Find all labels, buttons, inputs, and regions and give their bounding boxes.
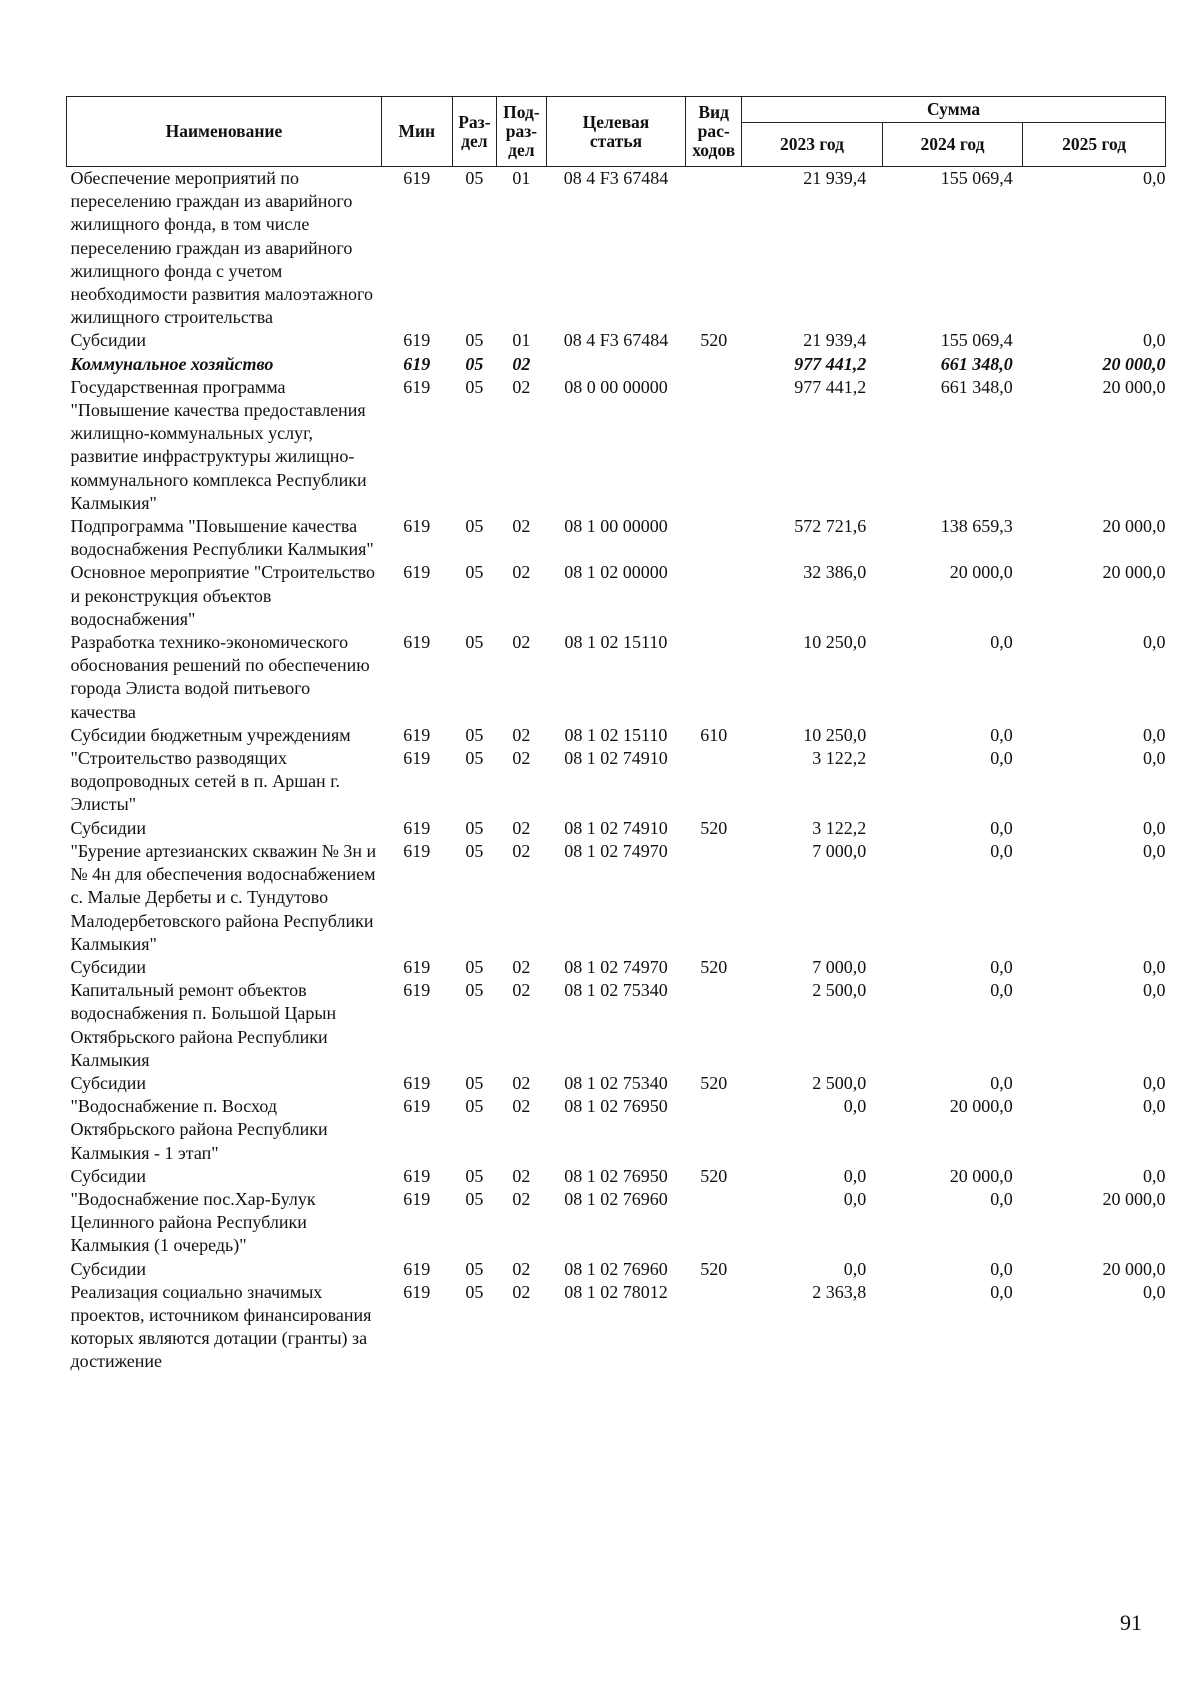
cell-article (546, 353, 685, 376)
cell-article: 08 1 02 74970 (564, 840, 668, 861)
cell-y2025: 0,0 (1143, 1165, 1166, 1186)
cell-article: 08 1 02 76960 (564, 1258, 668, 1279)
table-row (67, 724, 1166, 747)
header-name: Наименование (67, 97, 382, 167)
table-row (67, 1188, 1166, 1258)
cell-y2025: 0,0 (1143, 980, 1166, 1001)
cell-y2024: 155 069,4 (940, 330, 1013, 351)
cell-podrazdel: 02 (512, 840, 531, 861)
cell-y2025: 0,0 (1143, 168, 1166, 188)
cell-y2023: 2 500,0 (812, 1072, 867, 1093)
cell-y2023: 2 363,8 (812, 1281, 867, 1302)
cell-name: Обеспечение мероприятий по переселению граждан из аварийного жилищного фонда, в том числе переселению граждан из аварийного жилищного фонда с учетом необходимости развития малоэтажного жилищного строительства (70, 168, 373, 328)
cell-article: 08 1 02 74910 (564, 817, 668, 838)
table-row (67, 956, 1166, 979)
cell-vid (686, 515, 742, 561)
cell-vid (686, 631, 742, 724)
cell-article: 08 1 02 15110 (564, 632, 668, 653)
cell-vid (686, 376, 742, 515)
cell-name: Коммунальное хозяйство (70, 353, 274, 374)
cell-razdel: 05 (465, 724, 484, 745)
cell-min: 619 (403, 840, 431, 861)
cell-podrazdel: 02 (512, 956, 531, 977)
table-row (67, 376, 1166, 515)
cell-vid: 520 (700, 956, 728, 977)
cell-y2025: 0,0 (1143, 817, 1166, 838)
cell-y2024: 155 069,4 (940, 168, 1013, 188)
header-min: Мин (381, 97, 452, 167)
cell-name: Субсидии (70, 817, 147, 838)
cell-article: 08 1 02 75340 (564, 980, 668, 1001)
cell-y2023: 0,0 (843, 1188, 867, 1209)
header-2024: 2024 год (882, 123, 1023, 167)
cell-article: 08 1 00 00000 (564, 516, 668, 537)
table-row (67, 1072, 1166, 1095)
table-row (67, 167, 1166, 330)
cell-vid: 520 (700, 1165, 728, 1186)
cell-vid (686, 1095, 742, 1165)
header-article: Целевая статья (546, 97, 685, 167)
cell-podrazdel: 02 (512, 353, 531, 374)
cell-podrazdel: 02 (512, 1281, 531, 1302)
cell-article: 08 1 02 75340 (564, 1072, 668, 1093)
cell-y2023: 0,0 (843, 1165, 867, 1186)
cell-name: Субсидии (70, 1165, 147, 1186)
cell-y2025: 0,0 (1143, 840, 1166, 861)
header-sum: Сумма (742, 97, 1166, 123)
cell-name: Капитальный ремонт объектов водоснабжения п. Большой Царын Октябрьского района Республики Калмыкия (70, 980, 337, 1070)
cell-y2024: 0,0 (990, 748, 1013, 769)
cell-y2024: 0,0 (990, 956, 1013, 977)
cell-name: Субсидии (70, 1258, 147, 1279)
cell-y2024: 0,0 (990, 980, 1013, 1001)
cell-podrazdel: 02 (512, 562, 531, 583)
cell-name: Субсидии бюджетным учреждениям (70, 724, 351, 745)
cell-y2024: 0,0 (990, 632, 1013, 653)
cell-name: Государственная программа "Повышение качества предоставления жилищно-коммунальных услуг, развитие инфраструктуры жилищно-коммунального комплекса Республики Калмыкия" (70, 376, 367, 513)
cell-article: 08 4 F3 67484 (563, 168, 669, 188)
cell-name: "Строительство разводящих водопроводных сетей в п. Аршан г. Элисты" (70, 748, 341, 815)
cell-y2025: 0,0 (1143, 1281, 1166, 1302)
cell-y2024: 0,0 (990, 1258, 1013, 1279)
cell-y2023: 32 386,0 (803, 562, 867, 583)
cell-article: 08 1 02 74970 (564, 956, 668, 977)
cell-min: 619 (403, 1258, 431, 1279)
cell-y2025: 20 000,0 (1102, 516, 1166, 537)
cell-y2025: 0,0 (1143, 632, 1166, 653)
cell-razdel: 05 (465, 376, 484, 397)
cell-podrazdel: 02 (512, 1188, 531, 1209)
cell-name: "Водоснабжение пос.Хар-Булук Целинного района Республики Калмыкия (1 очередь)" (70, 1188, 316, 1256)
cell-razdel: 05 (465, 516, 484, 537)
cell-name: Разработка технико-экономического обоснования решений по обеспечению города Элиста водой питьевого качества (70, 632, 370, 722)
cell-y2023: 977 441,2 (794, 376, 867, 397)
cell-y2025: 20 000,0 (1102, 1188, 1166, 1209)
header-2023: 2023 год (742, 123, 883, 167)
cell-y2025: 0,0 (1143, 748, 1166, 769)
cell-y2024: 20 000,0 (949, 1096, 1013, 1117)
cell-razdel: 05 (465, 562, 484, 583)
cell-razdel: 05 (465, 1072, 484, 1093)
cell-y2025: 20 000,0 (1102, 353, 1166, 374)
cell-y2023: 10 250,0 (803, 724, 867, 745)
cell-razdel: 05 (465, 1258, 484, 1279)
cell-y2024: 0,0 (990, 817, 1013, 838)
table-row (67, 353, 1166, 376)
cell-y2025: 20 000,0 (1102, 562, 1166, 583)
cell-vid (686, 353, 742, 376)
header-vid: Вид рас- ходов (686, 97, 742, 167)
cell-y2024: 138 659,3 (940, 516, 1013, 537)
cell-razdel: 05 (465, 1096, 484, 1117)
cell-razdel: 05 (465, 748, 484, 769)
cell-min: 619 (403, 1281, 431, 1302)
cell-y2023: 572 721,6 (794, 516, 867, 537)
cell-min: 619 (403, 632, 431, 653)
cell-podrazdel: 02 (512, 817, 531, 838)
cell-vid (686, 1281, 742, 1374)
cell-vid (686, 979, 742, 1072)
cell-min: 619 (403, 980, 431, 1001)
cell-min: 619 (403, 330, 431, 351)
cell-name: Субсидии (70, 1072, 147, 1093)
cell-y2023: 7 000,0 (812, 840, 867, 861)
cell-razdel: 05 (465, 632, 484, 653)
cell-y2023: 21 939,4 (803, 330, 867, 351)
cell-y2023: 10 250,0 (803, 632, 867, 653)
cell-podrazdel: 02 (512, 376, 531, 397)
cell-article: 08 1 02 76950 (564, 1096, 668, 1117)
cell-name: Субсидии (70, 330, 147, 351)
table-row (67, 1258, 1166, 1281)
cell-razdel: 05 (465, 956, 484, 977)
table-row (67, 840, 1166, 956)
cell-y2023: 977 441,2 (794, 353, 867, 374)
cell-razdel: 05 (465, 168, 484, 188)
cell-article: 08 4 F3 67484 (563, 330, 669, 351)
cell-vid: 520 (700, 1072, 728, 1093)
cell-razdel: 05 (465, 840, 484, 861)
cell-vid (686, 840, 742, 956)
cell-article: 08 1 02 00000 (564, 562, 668, 583)
cell-y2024: 20 000,0 (949, 562, 1013, 583)
header-podrazdel: Под- раз- дел (497, 97, 547, 167)
cell-razdel: 05 (465, 1281, 484, 1302)
cell-y2024: 0,0 (990, 1072, 1013, 1093)
cell-y2024: 0,0 (990, 1281, 1013, 1302)
cell-article: 08 1 02 76950 (564, 1165, 668, 1186)
table-row (67, 747, 1166, 817)
cell-podrazdel: 02 (512, 632, 531, 653)
cell-article: 08 1 02 74910 (564, 748, 668, 769)
cell-min: 619 (403, 562, 431, 583)
cell-min: 619 (403, 516, 431, 537)
cell-y2024: 661 348,0 (940, 353, 1013, 374)
cell-podrazdel: 02 (512, 1072, 531, 1093)
cell-article: 08 0 00 00000 (564, 376, 668, 397)
cell-name: Основное мероприятие "Строительство и реконструкция объектов водоснабжения" (70, 562, 375, 629)
cell-y2023: 7 000,0 (812, 956, 867, 977)
cell-razdel: 05 (465, 353, 484, 374)
cell-podrazdel: 02 (512, 980, 531, 1001)
cell-razdel: 05 (465, 1188, 484, 1209)
cell-y2023: 0,0 (843, 1096, 867, 1117)
table-body (67, 167, 1166, 1374)
cell-vid (686, 167, 742, 330)
cell-y2023: 3 122,2 (812, 817, 867, 838)
cell-razdel: 05 (465, 817, 484, 838)
cell-y2024: 0,0 (990, 1188, 1013, 1209)
cell-vid: 520 (700, 1258, 728, 1279)
cell-min: 619 (403, 353, 431, 374)
cell-min: 619 (403, 817, 431, 838)
table-row (67, 1165, 1166, 1188)
cell-min: 619 (403, 1165, 431, 1186)
cell-y2023: 2 500,0 (812, 980, 867, 1001)
cell-vid (686, 561, 742, 631)
cell-y2024: 0,0 (990, 840, 1013, 861)
cell-y2024: 20 000,0 (949, 1165, 1013, 1186)
table-row (67, 1281, 1166, 1374)
cell-min: 619 (403, 1072, 431, 1093)
cell-y2023: 0,0 (843, 1258, 867, 1279)
cell-min: 619 (403, 724, 431, 745)
cell-min: 619 (403, 168, 431, 188)
cell-min: 619 (403, 376, 431, 397)
table-row (67, 979, 1166, 1072)
cell-article: 08 1 02 15110 (564, 724, 668, 745)
cell-name: Реализация социально значимых проектов, источником финансирования которых являются дотации (гранты) за достижение (70, 1281, 372, 1372)
cell-y2024: 0,0 (990, 724, 1013, 745)
table-row (67, 561, 1166, 631)
cell-razdel: 05 (465, 1165, 484, 1186)
cell-y2025: 0,0 (1143, 724, 1166, 745)
cell-name: Подпрограмма "Повышение качества водоснабжения Республики Калмыкия" (70, 516, 374, 560)
cell-y2023: 21 939,4 (803, 168, 867, 188)
cell-y2023: 3 122,2 (812, 748, 867, 769)
cell-article: 08 1 02 76960 (564, 1188, 668, 1209)
cell-razdel: 05 (465, 980, 484, 1001)
cell-y2025: 20 000,0 (1102, 376, 1166, 397)
table-row (67, 515, 1166, 561)
cell-min: 619 (403, 1096, 431, 1117)
cell-podrazdel: 02 (512, 748, 531, 769)
header-razdel: Раз- дел (452, 97, 496, 167)
cell-y2025: 0,0 (1143, 1096, 1166, 1117)
cell-podrazdel: 01 (512, 330, 531, 351)
cell-podrazdel: 02 (512, 516, 531, 537)
cell-min: 619 (403, 956, 431, 977)
cell-podrazdel: 02 (512, 1165, 531, 1186)
table-row (67, 631, 1166, 724)
cell-vid: 520 (700, 817, 728, 838)
cell-vid: 610 (700, 724, 728, 745)
header-2025: 2025 год (1023, 123, 1166, 167)
cell-article: 08 1 02 78012 (564, 1281, 668, 1302)
cell-razdel: 05 (465, 330, 484, 351)
table-header (67, 97, 1166, 167)
cell-min: 619 (403, 748, 431, 769)
table-row (67, 1095, 1166, 1165)
cell-vid: 520 (700, 330, 728, 351)
cell-podrazdel: 02 (512, 724, 531, 745)
budget-table (66, 96, 1166, 1374)
cell-y2025: 0,0 (1143, 956, 1166, 977)
table-row (67, 329, 1166, 352)
cell-vid (686, 1188, 742, 1258)
cell-y2025: 20 000,0 (1102, 1258, 1166, 1279)
cell-min: 619 (403, 1188, 431, 1209)
cell-y2024: 661 348,0 (940, 376, 1013, 397)
page-number: 91 (1120, 1610, 1142, 1635)
cell-vid (686, 747, 742, 817)
cell-name: "Водоснабжение п. Восход Октябрьского района Республики Калмыкия - 1 этап" (70, 1096, 328, 1163)
cell-y2025: 0,0 (1143, 1072, 1166, 1093)
cell-podrazdel: 02 (512, 1096, 531, 1117)
cell-y2025: 0,0 (1143, 330, 1166, 351)
table-row (67, 817, 1166, 840)
cell-podrazdel: 01 (512, 168, 531, 188)
cell-name: "Бурение артезианских скважин № 3н и № 4н для обеспечения водоснабжением с. Малые Дербеты и с. Тундутово Малодербетовского района Республики Калмыкия" (70, 840, 377, 954)
cell-name: Субсидии (70, 956, 147, 977)
cell-podrazdel: 02 (512, 1258, 531, 1279)
